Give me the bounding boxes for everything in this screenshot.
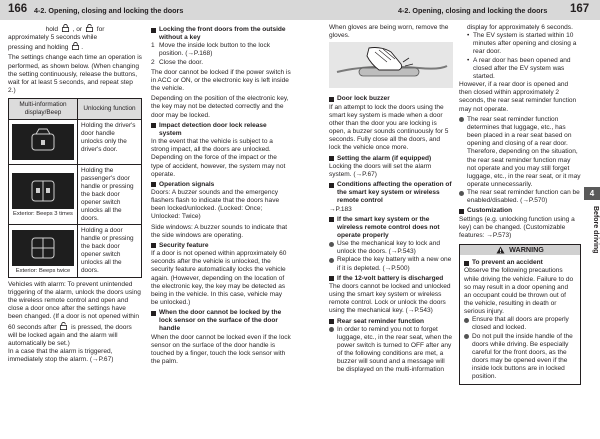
conditions-ref-link[interactable]: →P.183 xyxy=(329,205,352,213)
door-handle-palm-illustration xyxy=(329,42,453,88)
table-row xyxy=(9,165,142,225)
prevent-text: Observe the following precautions while driving the vehicle. Failure to do so may result in a door opening and an occupant could be thrown out of the vehicle, resulting in death or serious injury. xyxy=(464,267,574,316)
section-heading: Door lock buzzer xyxy=(329,95,453,103)
table-header-function: Unlocking function xyxy=(78,99,142,120)
unlocking-function-table xyxy=(8,98,142,278)
step-item: 1 Move the inside lock button to the lock position. (→P.168) xyxy=(151,42,270,58)
customization-text: Settings (e.g. unlocking function using a key) can be changed. (Customizable features: →P.573) xyxy=(459,215,575,239)
column-c xyxy=(329,24,453,375)
section-heading: Conditions affecting the operation of the smart key system or wireless remote control xyxy=(329,181,453,205)
section-heading: If the 12-volt battery is discharged xyxy=(329,275,453,283)
circle-bullet-icon xyxy=(329,258,334,263)
hold-line-2: approximately 5 seconds while xyxy=(8,34,98,42)
alarm-text: Locking the doors will set the alarm system. (→P.67) xyxy=(329,162,432,178)
hold-pre-text: hold xyxy=(45,26,58,33)
warning-triangle-icon xyxy=(496,246,505,254)
table-cell-display xyxy=(9,165,78,225)
section-heading: To prevent an accident xyxy=(464,259,576,267)
square-bullet-icon xyxy=(329,97,334,102)
alarm-para-1: Vehicles with alarm: To prevent unintended triggering of the alarm, unlock the doors using the wireless remote control and open and close a door once after the settings have been changed. (If a door is not opened within 60 seconds after xyxy=(8,280,141,331)
lock-note: Depending on the position of the electronic key, the key may not be detected correctly and the door may be locked. xyxy=(151,95,289,119)
table-cell-display xyxy=(9,120,78,165)
lock-note: The door cannot be locked if the power switch is in ACC or ON, or the electronic key is left inside the vehicle. xyxy=(151,68,291,93)
circle-bullet-icon xyxy=(329,242,334,247)
circle-bullet-icon xyxy=(459,191,464,196)
beep-caption: Exterior: Beeps twice xyxy=(15,267,71,274)
warning-box xyxy=(459,244,581,385)
square-bullet-icon xyxy=(151,28,156,33)
bullet-item: The rear seat reminder function determines that luggage, etc., has been placed in a rear seat based on opening and closing of a rear door. Therefore, depending on the situation, the rear seat reminder function may not operate and you may still forget luggage, etc., in the rear seat, or it may operate unnecessarily. xyxy=(459,116,581,189)
right-header-title: 4-2. Opening, closing and locking the doors xyxy=(398,6,548,15)
column-a xyxy=(8,24,142,364)
bullet-item: Do not pull the inside handle of the doors while driving. Be especially careful for the front doors, as the doors may be opened even if the inside lock buttons are in locked position. xyxy=(464,333,576,382)
hold-or-text: , or xyxy=(72,26,83,33)
step-item: 2 Close the door. xyxy=(151,58,204,66)
alarm-paragraph-3: In a case that the alarm is triggered, immediately stop the alarm. (→P.67) xyxy=(8,348,114,364)
square-bullet-icon xyxy=(459,209,464,214)
section-heading: Impact detection door lock release system xyxy=(151,122,291,138)
square-bullet-icon xyxy=(464,261,469,266)
square-bullet-icon xyxy=(329,217,334,222)
condition-item: • A rear door has been opened and closed after the EV system was started. xyxy=(467,56,571,80)
table-header-display: Multi-information display/Beep xyxy=(9,99,78,120)
square-bullet-icon xyxy=(151,182,156,187)
section-heading: Rear seat reminder function xyxy=(329,318,453,326)
square-bullet-icon xyxy=(151,243,156,248)
right-page-header xyxy=(300,0,600,20)
alarm-paragraph xyxy=(8,281,142,348)
gloves-text: When gloves are being worn, remove the gloves. xyxy=(329,24,449,40)
section-heading: Customization xyxy=(459,207,581,215)
left-page-number: 166 xyxy=(8,3,28,15)
table-cell-desc: Holding the driver's door handle unlocks only the driver's door. xyxy=(78,120,142,165)
display-continued: display for approximately 6 seconds. xyxy=(467,24,573,31)
square-bullet-icon xyxy=(329,276,334,281)
section-heading: When the door cannot be locked by the lock sensor on the surface of the door handle xyxy=(151,309,291,333)
display-screen-image xyxy=(12,230,74,266)
warning-body xyxy=(460,255,580,383)
table-cell-display xyxy=(9,225,78,277)
lock-button-icon xyxy=(61,24,70,32)
section-heading: Locking the front doors from the outside without a key xyxy=(151,26,291,42)
security-text: If a door is not opened within approximately 60 seconds after the vehicle is unlocked, the security feature automatically locks the vehicle again. (However, depending on the location of the electronic key, the key may be detected as being in the vehicle. In this case, vehicle may be unlocked.) xyxy=(151,250,287,306)
unlock-button-icon xyxy=(59,322,68,330)
condition-item: • The EV system is started within 10 minutes after opening and closing a rear door. xyxy=(467,32,577,56)
bullet-item: Ensure that all doors are properly closed and locked. xyxy=(464,316,576,332)
hold-instruction xyxy=(8,24,142,34)
alarm-para-2: is pressed, the doors will be locked again and the alarm will automatically be set.) xyxy=(8,323,132,347)
signals-text: Side windows: A buzzer sounds to indicate that the side windows are operating. xyxy=(151,223,288,239)
circle-bullet-icon xyxy=(464,318,469,323)
car-doors-icon xyxy=(12,230,74,266)
buzzer-text: If an attempt to lock the doors using the smart key system is made when a door other than the door you are locking is open, a buzzer sounds continuously for 5 seconds. Fully close all the doors, and lock the vehicle once more. xyxy=(329,103,449,152)
signals-text: Doors: A buzzer sounds and the emergency flashers flash to indicate that the doors have been locked/unlocked. (Locked: Once; Unlocked: Twice) xyxy=(151,188,280,221)
square-bullet-icon xyxy=(329,319,334,324)
left-header-title: 4-2. Opening, closing and locking the doors xyxy=(34,6,184,15)
battery-text: The doors cannot be locked and unlocked using the smart key system or wireless remote control. Lock or unlock the doors using the mechanical key. (→P.543) xyxy=(329,282,451,315)
warning-title: WARNING xyxy=(509,245,544,255)
display-screen-image xyxy=(12,173,74,209)
impact-text: In the event that the vehicle is subject to a strong impact, all the doors are unlocked. Depending on the force of the impact or the type of accident, however, the system may not operate. xyxy=(151,138,286,178)
settings-paragraph: The settings change each time an operation is performed, as shown below. (When changing the setting continuously, release the buttons, wait for at least 5 seconds, and repeat step 2.) xyxy=(8,54,142,95)
display-screen-image xyxy=(12,124,74,160)
section-heading: If the smart key system or the wireless remote control does not operate properly xyxy=(329,216,453,240)
bullet-item: Replace the key battery with a new one if it is depleted. (→P.500) xyxy=(329,256,453,272)
square-bullet-icon xyxy=(329,156,334,161)
table-cell-desc: Holding a door handle or pressing the back door opener switch unlocks all the doors. xyxy=(78,225,142,277)
chapter-tab-number[interactable]: 4 xyxy=(584,187,600,200)
column-b xyxy=(151,24,291,366)
lock-button-icon xyxy=(71,42,80,50)
circle-bullet-icon xyxy=(329,327,334,332)
column-d xyxy=(459,24,581,385)
section-heading: Security feature xyxy=(151,242,291,250)
hold-line-3: pressing and holding . xyxy=(8,44,84,52)
beep-caption: Exterior: Beeps 3 times xyxy=(13,211,73,218)
section-heading: Setting the alarm (if equipped) xyxy=(329,155,453,163)
however-text: However, if a rear door is opened and then closed within approximately 2 seconds, the rear seat reminder function may not operate. xyxy=(459,81,577,113)
square-bullet-icon xyxy=(151,311,156,316)
table-row xyxy=(9,225,142,277)
right-page-number: 167 xyxy=(570,3,590,15)
circle-bullet-icon xyxy=(459,117,464,122)
bullet-item: The rear seat reminder function can be enabled/disabled. (→P.570) xyxy=(459,189,581,205)
section-heading: Operation signals xyxy=(151,181,291,189)
hold-for-text: for xyxy=(96,26,105,33)
circle-bullet-icon xyxy=(464,334,469,339)
table-cell-desc: Holding the passenger's door handle or pressing the back door opener switch unlocks all the doors. xyxy=(78,165,142,225)
square-bullet-icon xyxy=(329,183,334,188)
bullet-item: Use the mechanical key to lock and unlock the doors. (→P.543) xyxy=(329,240,453,256)
car-door-icon xyxy=(12,124,74,160)
square-bullet-icon xyxy=(151,123,156,128)
bullet-item: In order to remind you not to forget luggage, etc., in the rear seat, when the power switch is turned to OFF after any of the following conditions are met, a buzzer will sound and a message will be displayed on the multi-information xyxy=(329,326,453,375)
hold-line-3-text: pressing and holding xyxy=(8,44,69,52)
car-doors-icon xyxy=(12,173,74,209)
chapter-tab-label: Before driving xyxy=(592,206,599,254)
cannot-lock-text: When the door cannot be locked even if the lock sensor on the surface of the door handle is touched by a finger, touch the lock sensor with the palm. xyxy=(151,333,291,366)
warning-header xyxy=(460,245,580,255)
unlock-button-icon xyxy=(85,24,94,32)
table-row xyxy=(9,120,142,165)
left-page-header xyxy=(0,0,300,20)
